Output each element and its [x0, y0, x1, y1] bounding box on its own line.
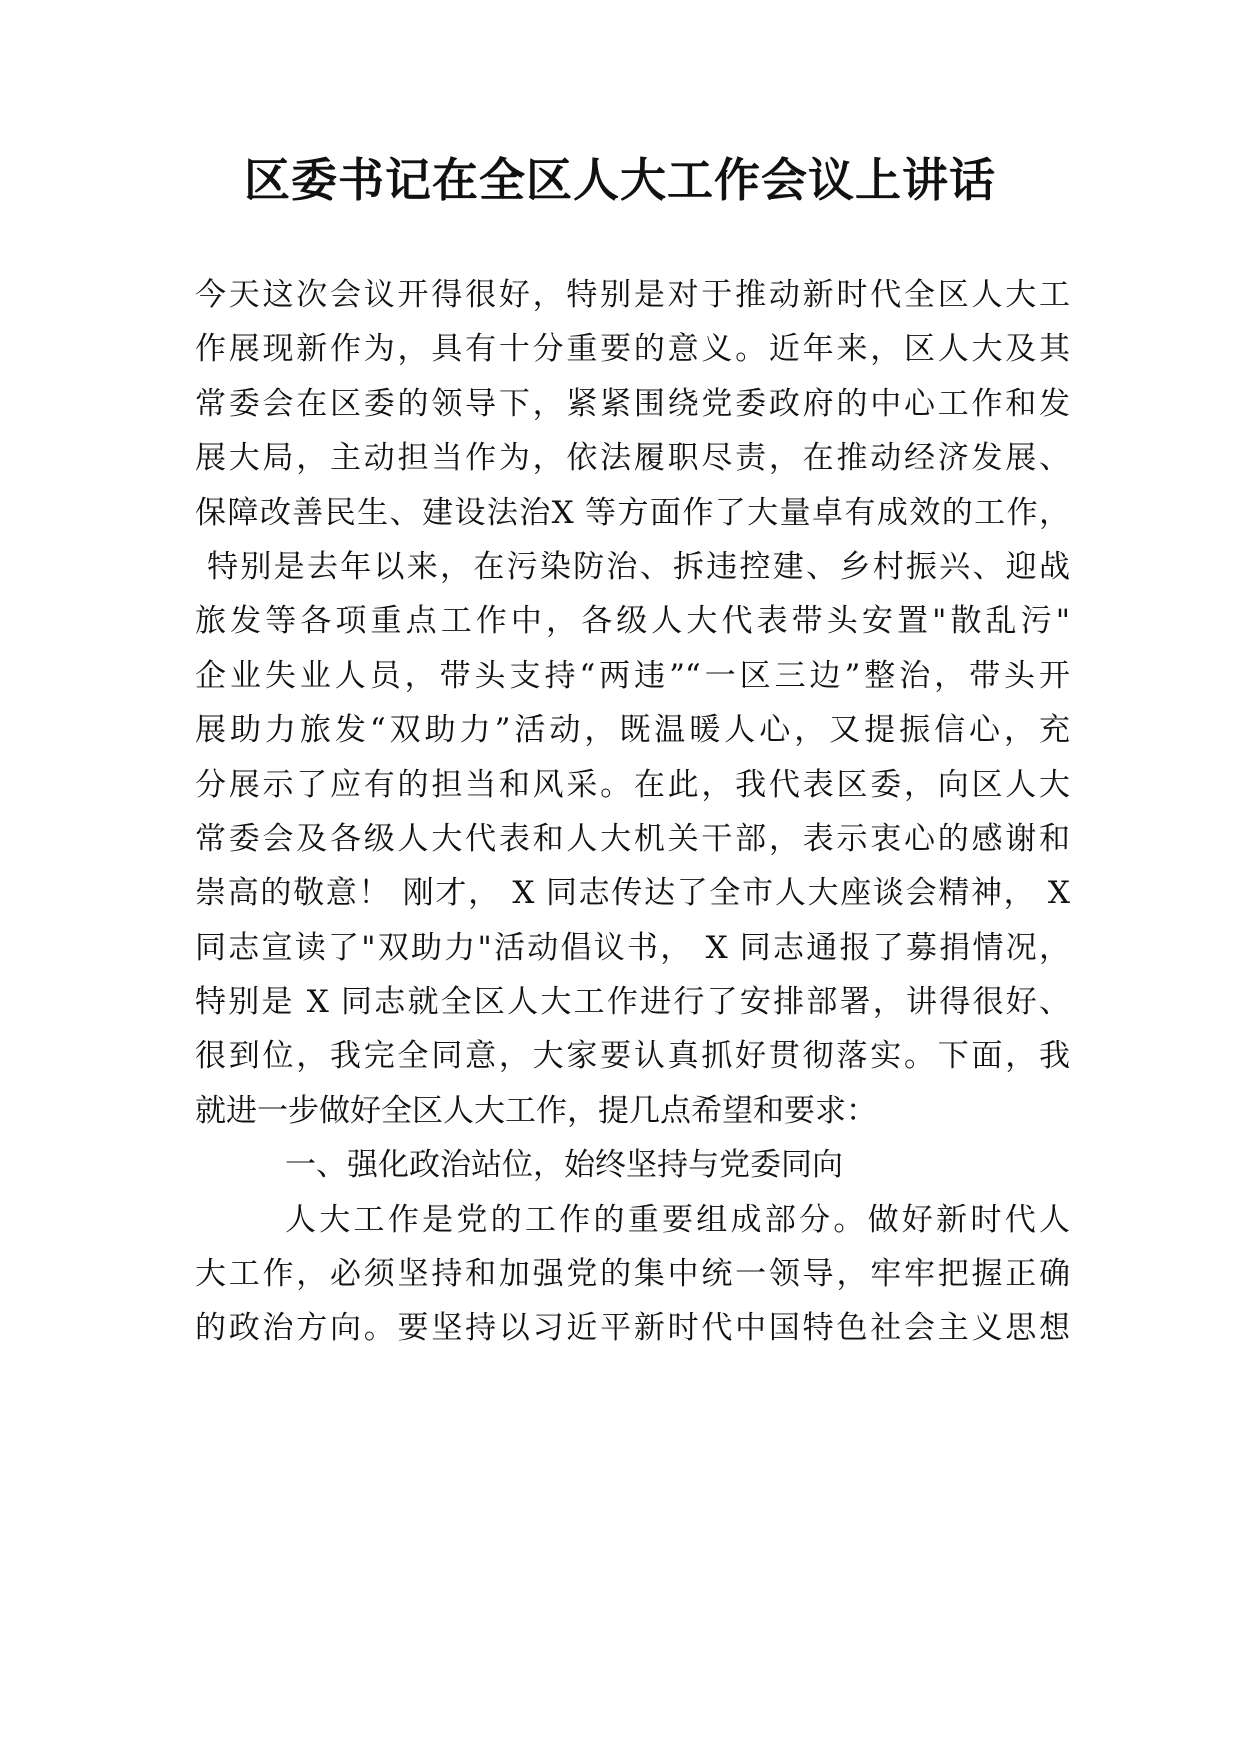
section-heading-text: 一、强化政治站位，始终坚持与党委同向	[285, 1147, 843, 1184]
text-line: 旅发等各项重点工作中，各级人大代表带头安置"散乱污"	[195, 603, 1070, 640]
text-line: 大工作，必须坚持和加强党的集中统一领导，牢牢把握正确	[195, 1256, 1070, 1293]
text-line: 人大工作是党的工作的重要组成部分。做好新时代人	[285, 1201, 1070, 1238]
document-title: 区委书记在全区人大工作会议上讲话	[244, 153, 996, 207]
text-line: 同志宣读了"双助力"活动倡议书， X 同志通报了募捐情况，	[195, 929, 1070, 966]
text-line: 保障改善民生、建设法治X 等方面作了大量卓有成效的工作，	[195, 494, 1070, 531]
section-heading	[195, 1138, 1070, 1192]
opening-paragraph	[195, 268, 1070, 1138]
text-line: 展大局，主动担当作为，依法履职尽责，在推动经济发展、	[195, 440, 1070, 477]
text-line: 分展示了应有的担当和风采。在此，我代表区委，向区人大	[195, 766, 1070, 803]
text-line: 今天这次会议开得很好，特别是对于推动新时代全区人大工	[195, 277, 1070, 313]
section-paragraph	[195, 1193, 1070, 1356]
text-line: 特别是 X 同志就全区人大工作进行了安排部署，讲得很好、	[195, 984, 1070, 1021]
text-line: 很到位，我完全同意，大家要认真抓好贯彻落实。下面，我	[195, 1038, 1070, 1075]
text-line: 作展现新作为，具有十分重要的意义。近年来，区人大及其	[195, 331, 1070, 368]
text-line: 常委会在区委的领导下，紧紧围绕党委政府的中心工作和发	[195, 385, 1070, 422]
text-line: 的政治方向。要坚持以习近平新时代中国特色社会主义思想	[195, 1310, 1070, 1347]
text-line: 特别是去年以来，在污染防治、拆违控建、乡村振兴、迎战	[195, 548, 1070, 585]
text-line: 常委会及各级人大代表和人大机关干部，表示衷心的感谢和	[195, 820, 1070, 857]
document-body	[195, 268, 1070, 1356]
text-line: 就进一步做好全区人大工作，提几点希望和要求：	[195, 1092, 877, 1129]
text-line: 企业失业人员，带头支持“两违”“一区三边”整治，带头开	[195, 657, 1070, 694]
text-line: 展助力旅发“双助力”活动，既温暖人心，又提振信心，充	[195, 712, 1070, 749]
text-line: 崇高的敬意！ 刚才， X 同志传达了全市人大座谈会精神， X	[195, 875, 1070, 912]
